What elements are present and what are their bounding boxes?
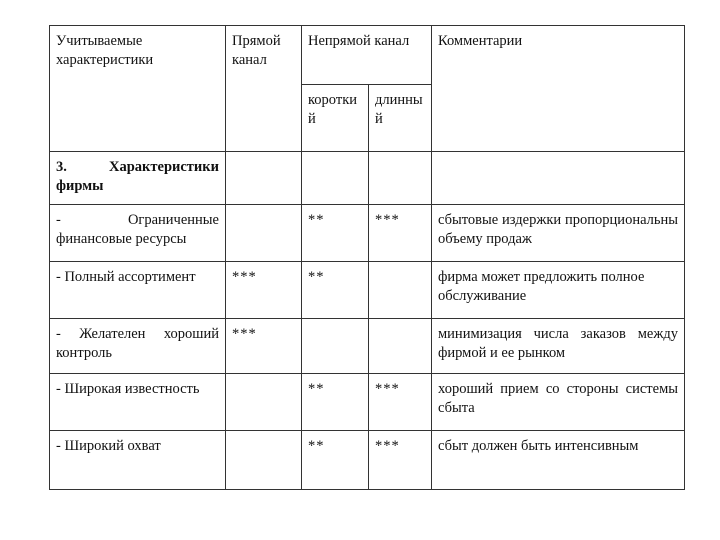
row-direct: ***: [226, 319, 302, 374]
row-comment: минимизация числа заказов между фирмой и ее рынком: [432, 319, 685, 374]
characteristics-table: [49, 25, 685, 490]
row-short: **: [302, 205, 369, 262]
row-direct: [226, 431, 302, 490]
section-title: 3. Характеристики фирмы: [50, 152, 226, 205]
header-short: коротки й: [302, 85, 369, 152]
row-label: - Полный ассортимент: [50, 262, 226, 319]
row-short: **: [302, 262, 369, 319]
row-comment: хороший прием со стороны системы сбыта: [432, 374, 685, 431]
row-long: [369, 262, 432, 319]
row-comment: сбыт должен быть интенсивным: [432, 431, 685, 490]
row-direct: ***: [226, 262, 302, 319]
table-cell: [302, 152, 369, 205]
table-row: [50, 431, 685, 490]
row-label: - Широкий охват: [50, 431, 226, 490]
table-header-row: [50, 26, 685, 85]
row-comment: фирма может предложить полное обслуживание: [432, 262, 685, 319]
row-direct: [226, 205, 302, 262]
row-long: ***: [369, 431, 432, 490]
table-cell: [226, 152, 302, 205]
header-comments: Комментарии: [432, 26, 685, 152]
row-short: **: [302, 374, 369, 431]
header-long: длинны й: [369, 85, 432, 152]
table-row: [50, 205, 685, 262]
table-row: [50, 262, 685, 319]
row-comment: сбытовые издержки пропорциональны объему продаж: [432, 205, 685, 262]
header-direct-channel: Прямой канал: [226, 26, 302, 152]
section-row: [50, 152, 685, 205]
row-label: - Широкая известность: [50, 374, 226, 431]
table-cell: [432, 152, 685, 205]
table-cell: [369, 152, 432, 205]
row-label: - Желателен хороший контроль: [50, 319, 226, 374]
row-short: [302, 319, 369, 374]
row-direct: [226, 374, 302, 431]
table-row: [50, 374, 685, 431]
header-indirect-channel: Непрямой канал: [302, 26, 432, 85]
table-row: [50, 319, 685, 374]
row-label: - Ограниченные финансовые ресурсы: [50, 205, 226, 262]
row-long: ***: [369, 374, 432, 431]
row-long: [369, 319, 432, 374]
row-long: ***: [369, 205, 432, 262]
header-characteristics: Учитываемые характеристики: [50, 26, 226, 152]
row-short: **: [302, 431, 369, 490]
